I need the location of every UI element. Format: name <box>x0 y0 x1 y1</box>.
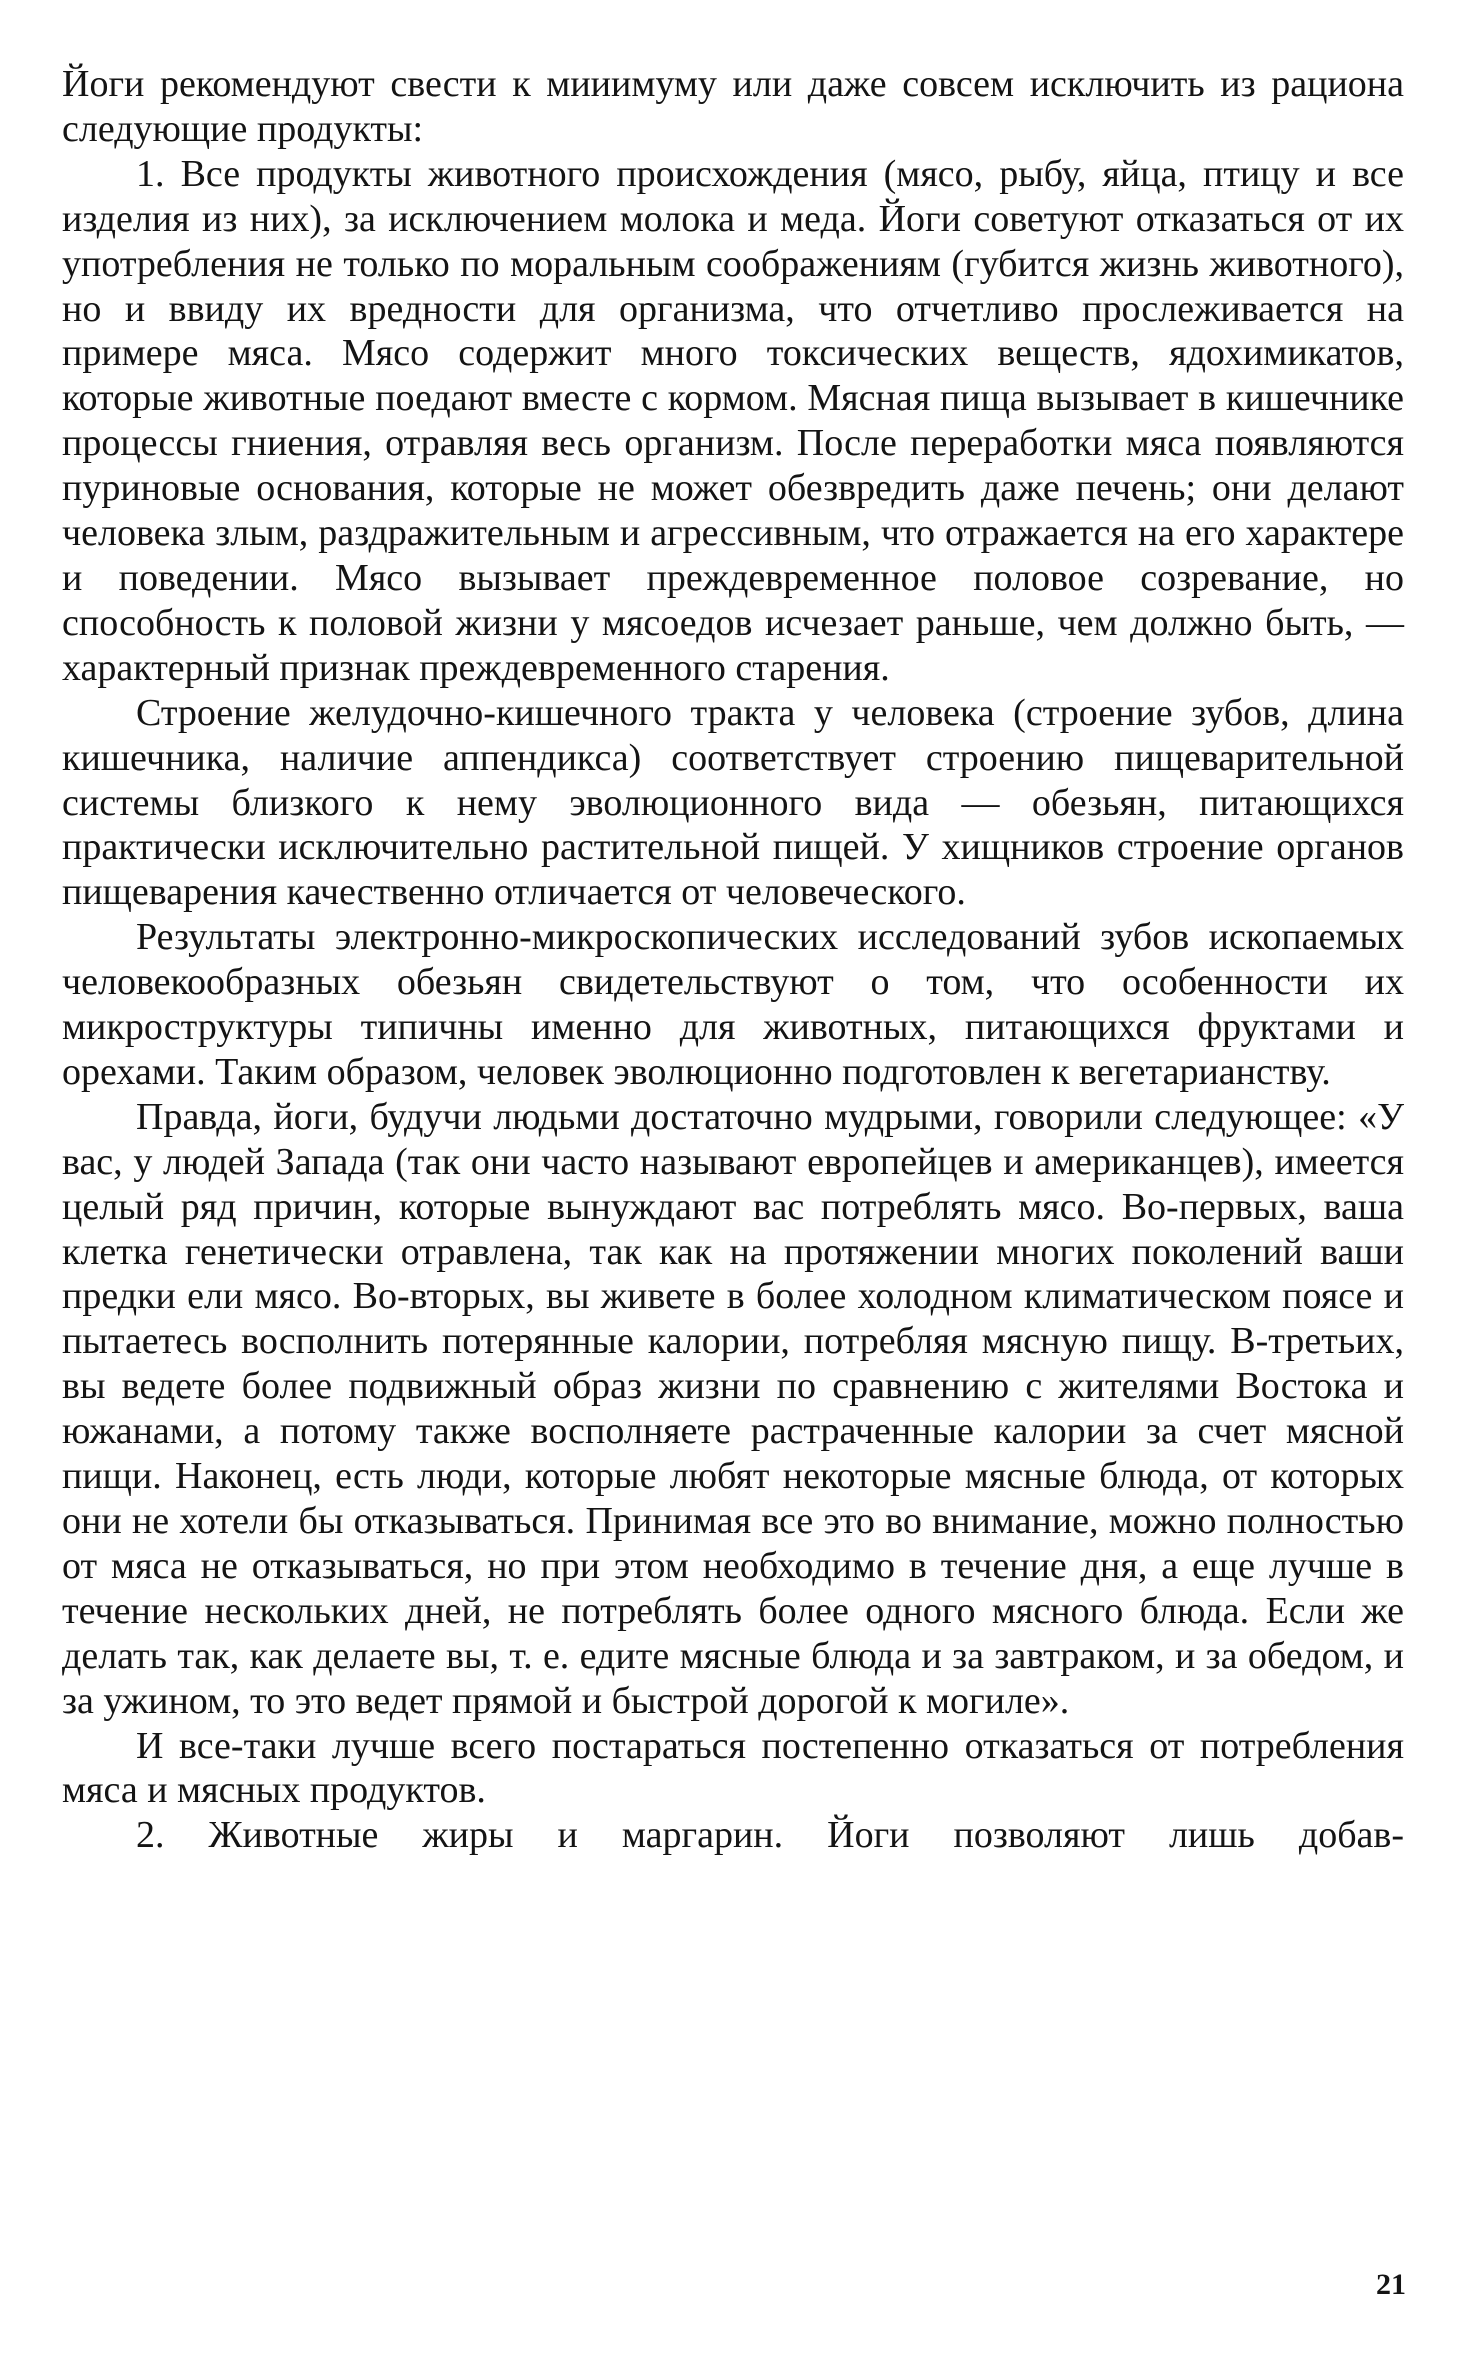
paragraph-digestive-tract: Строение желудочно-кишечного тракта у человека (строение зубов, длина кишечника, наличие аппендикса) соответствует строению пищеварительной системы близкого к нему эволюционного вида — обезьян, питающихся практически исключительно растительной пищей. У хищников строение органов пищеварения качественно отличается от человеческого. <box>62 691 1404 914</box>
paragraph-yogi-quote: Правда, йоги, будучи людьми достаточно мудрыми, говорили следующее: «У вас, у людей Запада (так они часто называют европейцев и американцев), имеется целый ряд причин, которые вынуждают вас потреблять мясо. Во-первых, ваша клетка генетически отравлена, так как на протяжении многих поколений ваши предки ели мясо. Во-вторых, вы живете в более холодном климатическом поясе и пытаетесь восполнить потерянные калории, потребляя мясную пищу. В-третьих, вы ведете более подвижный образ жизни по сравнению с жителями Востока и южанами, а потому также восполняете растраченные калории за счет мясной пищи. Наконец, есть люди, которые любят некоторые мясные блюда, от которых они не хотели бы отказываться. Принимая все это во внимание, можно полностью от мяса не отказываться, но при этом необходимо в течение дня, а еще лучше в течение нескольких дней, не потреблять более одного мясного блюда. Если же делать так, как делаете вы, т. е. едите мясные блюда и за завтраком, и за обедом, и за ужином, то это ведет прямой и быстрой дорогой к могиле». <box>62 1095 1404 1722</box>
paragraph-teeth-research: Результаты электронно-микроскопических исследований зубов ископаемых человекообразных обезьян свидетельствуют о том, что особенности их микроструктуры типичны именно для животных, питающихся фруктами и орехами. Таким образом, человек эволюционно подготовлен к вегетарианству. <box>62 916 1404 1093</box>
paragraph-intro: Йоги рекомендуют свести к мииимуму или даже совсем исключить из рациона следующие продукты: <box>62 63 1404 150</box>
paragraph-conclusion: И все-таки лучше всего постараться постепенно отказаться от потребления мяса и мясных продуктов. <box>62 1724 1404 1812</box>
paragraph-animal-products: 1. Все продукты животного происхождения (мясо, рыбу, яйца, птицу и все изделия из них), за исключением молока и меда. Йоги советуют отказаться от их употребления не только по моральным соображениям (губится жизнь животного), но и ввиду их вредности для организма, что отчетливо прослеживается на примере мяса. Мясо содержит много токсических веществ, ядохимикатов, которые животные поедают вместе с кормом. Мясная пища вызывает в кишечнике процессы гниения, отравляя весь организм. После переработки мяса появляются пуриновые основания, которые не может обезвредить даже печень; они делают человека злым, раздражительным и агрессивным, что отражается на его характере и поведении. Мясо вызывает преждевременное половое созревание, но способность к половой жизни у мясоедов исчезает раньше, чем должно быть, — характерный признак преждевременного старения. <box>62 152 1404 689</box>
page-number: 21 <box>1376 2268 1406 2301</box>
paragraph-animal-fats: 2. Животные жиры и маргарин. Йоги позволяют лишь добав- <box>136 1814 1404 1857</box>
page-body <box>62 62 1404 1858</box>
